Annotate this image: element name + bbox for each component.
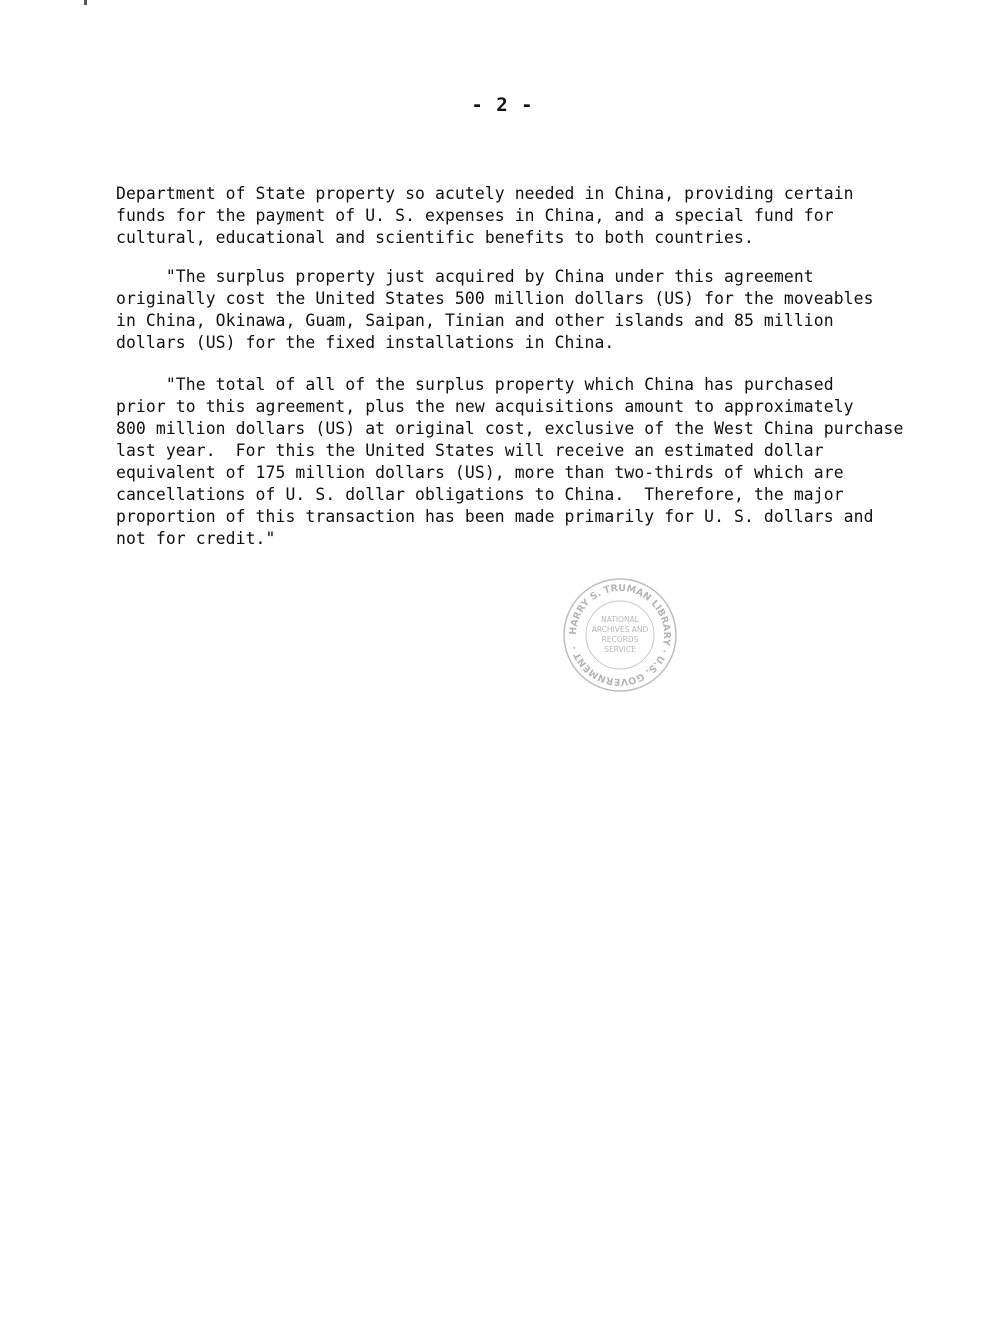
stamp-inner-line: ARCHIVES AND	[591, 625, 649, 634]
page-number: - 2 -	[471, 94, 534, 116]
text-line: Department of State property so acutely needed in China, providing certain	[116, 184, 854, 203]
text-line: funds for the payment of U. S. expenses in China, and a special fund for	[116, 206, 834, 225]
text-line: dollars (US) for the fixed installations in China.	[116, 333, 615, 352]
text-line: in China, Okinawa, Guam, Saipan, Tinian and other islands and 85 million	[116, 311, 834, 330]
text-line: equivalent of 175 million dollars (US), more than two-thirds of which are	[116, 463, 844, 482]
archive-stamp	[560, 575, 680, 695]
scan-speck	[84, 0, 87, 5]
text-line: 800 million dollars (US) at original cost, exclusive of the West China purchase	[116, 419, 904, 438]
text-line: "The surplus property just acquired by China under this agreement	[116, 267, 814, 286]
text-line: cancellations of U. S. dollar obligations to China. Therefore, the major	[116, 485, 844, 504]
text-line: proportion of this transaction has been made primarily for U. S. dollars and	[116, 507, 874, 526]
stamp-inner-line: NATIONAL	[601, 615, 639, 624]
stamp-inner-line: SERVICE	[604, 645, 636, 654]
text-line: "The total of all of the surplus property which China has purchased	[116, 375, 834, 394]
text-line: prior to this agreement, plus the new acquisitions amount to approximately	[116, 397, 854, 416]
text-line: not for credit."	[116, 529, 276, 548]
text-line: last year. For this the United States will receive an estimated dollar	[116, 441, 824, 460]
stamp-outer-text: HARRY S. TRUMAN LIBRARY · U.S. GOVERNMENT ·	[567, 582, 673, 688]
text-line: cultural, educational and scientific benefits to both countries.	[116, 228, 754, 247]
text-line: originally cost the United States 500 million dollars (US) for the moveables	[116, 289, 874, 308]
stamp-inner-line: RECORDS	[601, 635, 639, 644]
